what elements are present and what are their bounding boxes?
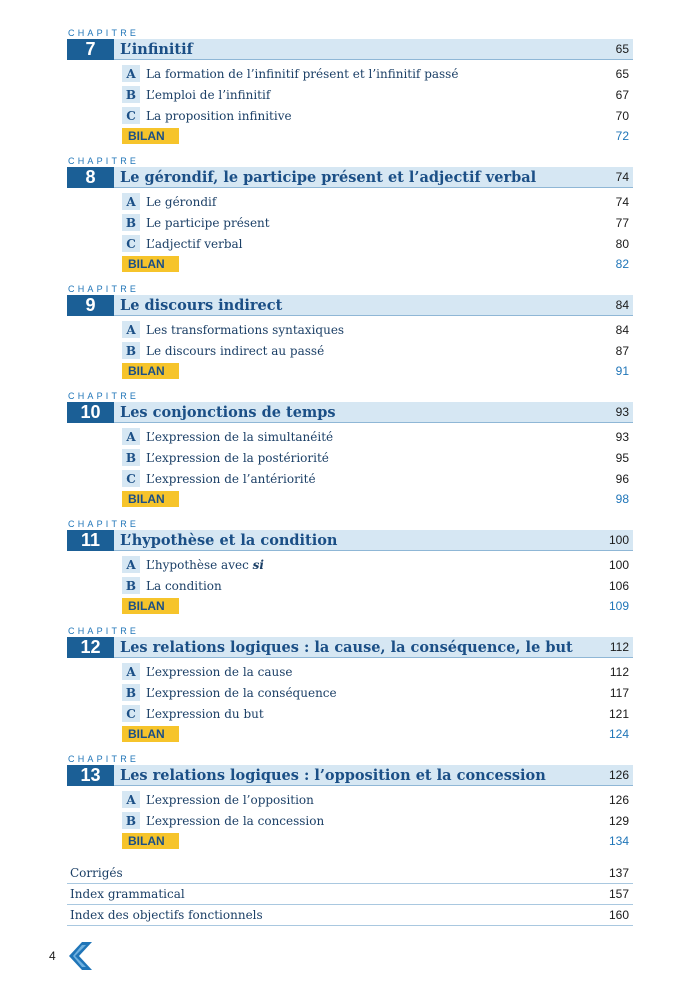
section-title-text: L’expression de la postériorité xyxy=(146,450,329,465)
section-page: 74 xyxy=(615,194,629,209)
chapter-page: 74 xyxy=(615,170,629,184)
end-matter-page: 157 xyxy=(608,887,629,901)
section-letter: A xyxy=(122,791,140,808)
section-letter: B xyxy=(122,684,140,701)
section-page: 80 xyxy=(615,236,629,251)
chapter-title: Le gérondif, le participe présent et l’adjectif verbal xyxy=(120,168,537,186)
chapter-page: 65 xyxy=(615,42,629,56)
section-title xyxy=(140,430,616,444)
section-letter: B xyxy=(122,86,140,103)
bilan-item[interactable] xyxy=(122,831,633,850)
chapter-label: CHAPITRE xyxy=(68,519,140,529)
section-title-text: L’expression de la cause xyxy=(146,664,293,679)
chapter-heading[interactable] xyxy=(67,39,633,60)
section-page: 112 xyxy=(609,664,629,679)
chapter-number: 13 xyxy=(67,765,114,786)
end-matter-title: Corrigés xyxy=(70,866,123,880)
bilan-badge: BILAN xyxy=(122,491,179,507)
section-title xyxy=(140,707,609,721)
bilan-page: 82 xyxy=(615,256,629,271)
bilan-badge: BILAN xyxy=(122,256,179,272)
chapter-page: 100 xyxy=(608,533,629,547)
section-title-text: L’adjectif verbal xyxy=(146,236,243,251)
section-title-text: L’expression de la simultanéité xyxy=(146,429,334,444)
section-letter: A xyxy=(122,556,140,573)
section-page: 77 xyxy=(615,215,629,230)
section-item[interactable] xyxy=(122,191,633,212)
section-letter: A xyxy=(122,321,140,338)
bilan-page: 72 xyxy=(615,128,629,143)
section-page: 117 xyxy=(609,685,629,700)
bilan-item[interactable] xyxy=(122,596,633,615)
chapter-block xyxy=(67,284,633,380)
section-letter: B xyxy=(122,449,140,466)
section-page: 87 xyxy=(615,343,629,358)
section-title xyxy=(140,323,616,337)
bilan-item[interactable] xyxy=(122,489,633,508)
section-letter: A xyxy=(122,193,140,210)
section-title xyxy=(140,793,609,807)
section-letter: C xyxy=(122,470,140,487)
section-title xyxy=(140,237,616,251)
section-item[interactable] xyxy=(122,340,633,361)
chevron-left-icon[interactable] xyxy=(68,942,92,970)
section-title xyxy=(140,686,610,700)
chapter-title: L’hypothèse et la condition xyxy=(120,531,338,549)
section-item[interactable] xyxy=(122,703,633,724)
section-title-text: Le gérondif xyxy=(146,194,217,209)
section-page: 95 xyxy=(615,450,629,465)
section-title xyxy=(140,88,616,102)
section-item[interactable] xyxy=(122,810,633,831)
bilan-page: 98 xyxy=(615,491,629,506)
section-title xyxy=(140,472,616,486)
chapter-page: 84 xyxy=(615,298,629,312)
section-title-text: La proposition infinitive xyxy=(146,108,292,123)
section-list xyxy=(67,658,633,743)
section-letter: A xyxy=(122,663,140,680)
section-title xyxy=(140,814,609,828)
section-title-text: L’expression de l’antériorité xyxy=(146,471,316,486)
end-matter-list xyxy=(67,863,633,926)
section-page: 121 xyxy=(608,706,629,721)
section-item[interactable] xyxy=(122,63,633,84)
section-item[interactable] xyxy=(122,319,633,340)
section-title xyxy=(140,451,616,465)
section-title-emphasis: si xyxy=(252,557,264,572)
chapter-title: Les conjonctions de temps xyxy=(120,403,336,421)
section-item[interactable] xyxy=(122,447,633,468)
table-of-contents xyxy=(67,28,633,926)
chapter-heading[interactable] xyxy=(67,295,633,316)
section-title-text: Les transformations syntaxiques xyxy=(146,322,345,337)
section-page: 70 xyxy=(615,108,629,123)
section-letter: B xyxy=(122,812,140,829)
bilan-badge: BILAN xyxy=(122,363,179,379)
bilan-badge: BILAN xyxy=(122,726,179,742)
bilan-badge: BILAN xyxy=(122,833,179,849)
chapter-heading[interactable] xyxy=(67,402,633,423)
section-title xyxy=(140,216,616,230)
chapter-label: CHAPITRE xyxy=(68,284,140,294)
section-item[interactable] xyxy=(122,233,633,254)
section-item[interactable] xyxy=(122,468,633,489)
section-title-text: L’emploi de l’infinitif xyxy=(146,87,271,102)
section-letter: C xyxy=(122,235,140,252)
section-title-text: La condition xyxy=(146,578,222,593)
chapter-block xyxy=(67,391,633,508)
section-item[interactable] xyxy=(122,84,633,105)
end-matter-item[interactable] xyxy=(67,905,633,926)
chapter-label: CHAPITRE xyxy=(68,156,140,166)
section-title-text: L’expression de l’opposition xyxy=(146,792,314,807)
end-matter-title: Index des objectifs fonctionnels xyxy=(70,908,263,922)
chapter-heading[interactable] xyxy=(67,765,633,786)
page-number: 4 xyxy=(49,949,56,963)
section-title-text: L’expression de la conséquence xyxy=(146,685,337,700)
chapter-title: Le discours indirect xyxy=(120,296,283,314)
section-letter: A xyxy=(122,65,140,82)
bilan-badge: BILAN xyxy=(122,598,179,614)
section-title-text: L’hypothèse avec xyxy=(146,557,253,572)
chapter-number: 7 xyxy=(67,39,114,60)
section-title xyxy=(140,67,616,81)
section-letter: B xyxy=(122,214,140,231)
chapter-block xyxy=(67,156,633,273)
chapter-heading[interactable] xyxy=(67,530,633,551)
section-title-text: L’expression de la concession xyxy=(146,813,325,828)
section-list xyxy=(67,786,633,850)
section-letter: A xyxy=(122,428,140,445)
chapter-number: 8 xyxy=(67,167,114,188)
section-list xyxy=(67,423,633,508)
bilan-item[interactable] xyxy=(122,126,633,145)
section-item[interactable] xyxy=(122,789,633,810)
section-item[interactable] xyxy=(122,105,633,126)
section-page: 84 xyxy=(615,322,629,337)
section-page: 96 xyxy=(615,471,629,486)
end-matter-page: 160 xyxy=(608,908,629,922)
chapter-label: CHAPITRE xyxy=(68,626,140,636)
chapter-block xyxy=(67,28,633,145)
chapter-number: 12 xyxy=(67,637,114,658)
bilan-page: 134 xyxy=(608,833,629,848)
section-page: 65 xyxy=(615,66,629,81)
chapter-number: 11 xyxy=(67,530,114,551)
section-item[interactable] xyxy=(122,426,633,447)
section-list xyxy=(67,316,633,380)
bilan-page: 91 xyxy=(615,363,629,378)
section-title xyxy=(140,558,609,572)
end-matter-title: Index grammatical xyxy=(70,887,185,901)
bilan-page: 124 xyxy=(608,726,629,741)
bilan-item[interactable] xyxy=(122,724,633,743)
section-letter: C xyxy=(122,705,140,722)
chapter-heading[interactable] xyxy=(67,167,633,188)
chapter-page: 126 xyxy=(608,768,629,782)
section-item[interactable] xyxy=(122,661,633,682)
section-title xyxy=(140,344,616,358)
end-matter-item[interactable] xyxy=(67,884,633,905)
bilan-badge: BILAN xyxy=(122,128,179,144)
section-page: 67 xyxy=(615,87,629,102)
section-item[interactable] xyxy=(122,682,633,703)
section-title-text: L’expression du but xyxy=(146,706,264,721)
section-item[interactable] xyxy=(122,554,633,575)
chapter-block xyxy=(67,519,633,615)
section-letter: B xyxy=(122,342,140,359)
chapter-label: CHAPITRE xyxy=(68,754,140,764)
section-page: 106 xyxy=(608,578,629,593)
section-title-text: Le participe présent xyxy=(146,215,270,230)
section-letter: B xyxy=(122,577,140,594)
chapter-page: 93 xyxy=(615,405,629,419)
section-title xyxy=(140,665,610,679)
section-list xyxy=(67,188,633,273)
bilan-item[interactable] xyxy=(122,254,633,273)
section-title-text: Le discours indirect au passé xyxy=(146,343,325,358)
section-title xyxy=(140,579,609,593)
end-matter-page: 137 xyxy=(608,866,629,880)
chapter-number: 10 xyxy=(67,402,114,423)
section-list xyxy=(67,551,633,615)
chapter-block xyxy=(67,754,633,850)
section-title-text: La formation de l’infinitif présent et l’infinitif passé xyxy=(146,66,459,81)
chapter-heading[interactable] xyxy=(67,637,633,658)
chapter-block xyxy=(67,626,633,743)
chapter-number: 9 xyxy=(67,295,114,316)
section-page: 126 xyxy=(608,792,629,807)
bilan-item[interactable] xyxy=(122,361,633,380)
section-item[interactable] xyxy=(122,212,633,233)
section-page: 93 xyxy=(615,429,629,444)
chapter-title: L’infinitif xyxy=(120,40,193,58)
section-item[interactable] xyxy=(122,575,633,596)
chapter-page: 112 xyxy=(609,640,629,654)
chapter-label: CHAPITRE xyxy=(68,391,140,401)
chapter-title: Les relations logiques : l’opposition et la concession xyxy=(120,766,546,784)
end-matter-item[interactable] xyxy=(67,863,633,884)
chapter-label: CHAPITRE xyxy=(68,28,140,38)
section-title xyxy=(140,195,616,209)
section-page: 129 xyxy=(608,813,629,828)
section-page: 100 xyxy=(608,557,629,572)
section-title xyxy=(140,109,616,123)
chapter-title: Les relations logiques : la cause, la conséquence, le but xyxy=(120,638,573,656)
section-letter: C xyxy=(122,107,140,124)
bilan-page: 109 xyxy=(608,598,629,613)
section-list xyxy=(67,60,633,145)
